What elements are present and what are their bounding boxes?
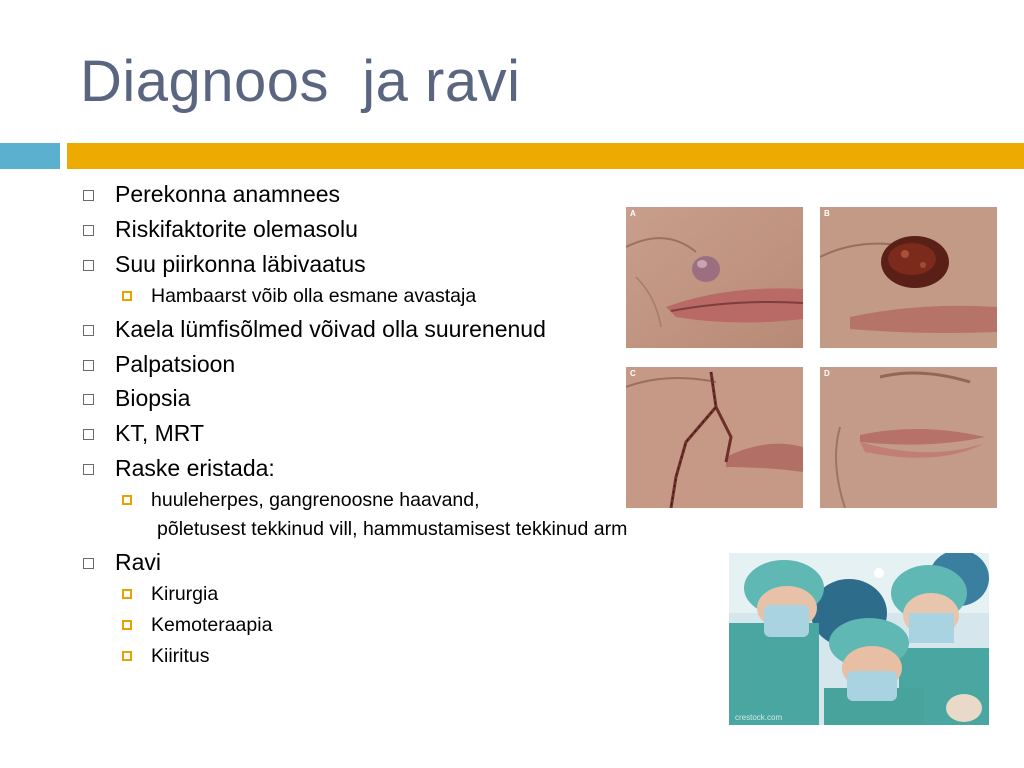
- bullet-item: Biopsia: [115, 385, 191, 411]
- bullet-item: Suu piirkonna läbivaatus: [115, 251, 366, 277]
- photo-label: D: [824, 369, 830, 378]
- clinical-photo-c: [626, 367, 803, 508]
- photo-label: A: [630, 209, 636, 218]
- clinical-photo-d: [820, 367, 997, 508]
- clinical-photo-a: [626, 207, 803, 348]
- ulcerated-lesion-image: [820, 207, 997, 348]
- sub-bullet-item: Hambaarst võib olla esmane avastaja: [151, 285, 477, 307]
- bullet-item: Ravi: [115, 549, 162, 575]
- photo-label: B: [824, 209, 830, 218]
- sub-bullet-item: Kemoteraapia: [151, 614, 273, 636]
- lip-lesion-image: [626, 207, 803, 348]
- slide-title: Diagnoos ja ravi: [80, 49, 521, 114]
- sub-bullet-item: Kirurgia: [151, 583, 219, 605]
- healed-lip-image: [820, 367, 997, 508]
- bullet-item: Palpatsioon: [115, 351, 236, 377]
- surgeons-image: [729, 553, 989, 725]
- watermark: crestock.com: [735, 713, 783, 722]
- sub-bullet-continuation: põletusest tekkinud vill, hammustamisest tekkinud arm: [157, 518, 628, 540]
- bullet-item: Kaela lümfisõlmed võivad olla suurenenud: [115, 316, 546, 342]
- sutured-wound-image: [626, 367, 803, 508]
- surgeons-photo: [729, 553, 989, 725]
- photo-label: C: [630, 369, 636, 378]
- bullet-item: Raske eristada:: [115, 455, 275, 481]
- clinical-photo-b: [820, 207, 997, 348]
- bullet-item: Riskifaktorite olemasolu: [115, 216, 358, 242]
- bullet-item: Perekonna anamnees: [115, 181, 341, 207]
- bullet-item: KT, MRT: [115, 420, 205, 446]
- sub-bullet-item: huuleherpes, gangrenoosne haavand,: [151, 489, 480, 511]
- sub-bullet-item: Kiiritus: [151, 645, 210, 667]
